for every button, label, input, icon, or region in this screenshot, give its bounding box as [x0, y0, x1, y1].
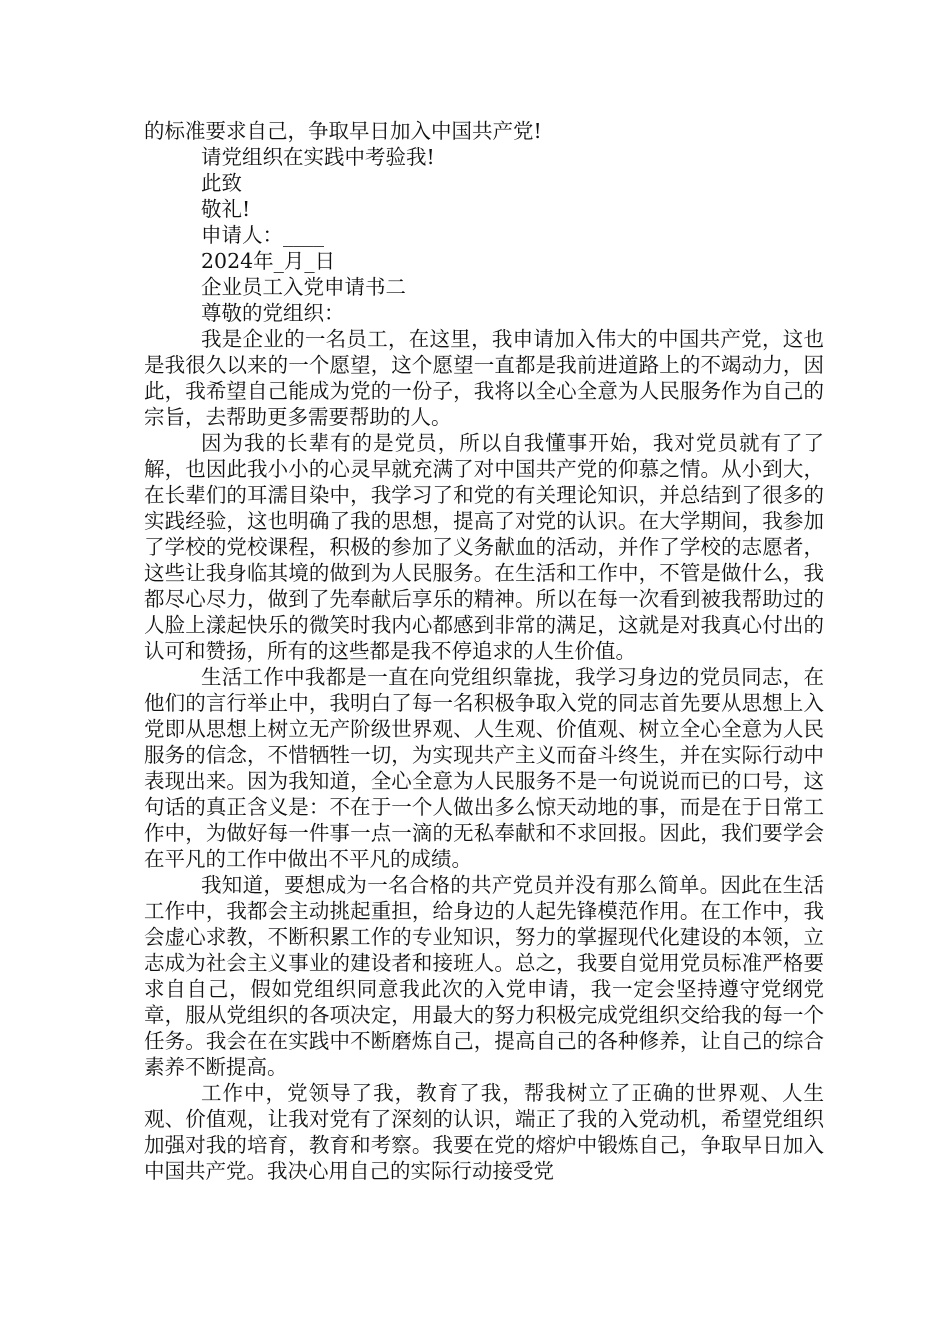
section-title: 企业员工入党申请书二	[201, 275, 406, 299]
date-line: 2024年_月_日	[201, 249, 336, 273]
body-paragraph-3: 生活工作中我都是一直在向党组织靠拢，我学习身边的党员同志，在他们的言行举止中，我明白了每一名积极争取入党的同志首先要从思想上入党即从思想上树立无产阶级世界观、人生观、价值观、树立全心全意为人民服务的信念，不惜牺牲一切，为实现共产主义而奋斗终生，并在实际行动中表现出来。因为我知道，全心全意为人民服务不是一句说说而已的口号，这句话的真正含义是：不在于一个人做出多么惊天动地的事，而是在于日常工作中，为做好每一件事一点一滴的无私奉献和不求回报。因此，我们要学会在平凡的工作中做出不平凡的成绩。	[144, 665, 824, 871]
request-line: 请党组织在实践中考验我!	[201, 145, 435, 169]
body-paragraph-5: 工作中，党领导了我，教育了我，帮我树立了正确的世界观、人生观、价值观，让我对党有了深刻的认识，端正了我的入党动机，希望党组织加强对我的培育，教育和考察。我要在党的熔炉中锻炼自己，争取早日加入中国共产党。我决心用自己的实际行动接受党	[144, 1081, 824, 1183]
body-paragraph-2: 因为我的长辈有的是党员，所以自我懂事开始，我对党员就有了了解，也因此我小小的心灵早就充满了对中国共产党的仰慕之情。从小到大，在长辈们的耳濡目染中，我学习了和党的有关理论知识，并总结到了很多的实践经验，这也明确了我的思想，提高了对党的认识。在大学期间，我参加了学校的党校课程，积极的参加了义务献血的活动，并作了学校的志愿者，这些让我身临其境的做到为人民服务。在生活和工作中，不管是做什么，我都尽心尽力，做到了先奉献后享乐的精神。所以在每一次看到被我帮助过的人脸上漾起快乐的微笑时我内心都感到非常的满足，这就是对我真心付出的认可和赞扬，所有的这些都是我不停追求的人生价值。	[144, 431, 824, 663]
applicant-line: 申请人：____	[201, 223, 324, 247]
body-paragraph-4: 我知道，要想成为一名合格的共产党员并没有那么简单。因此在生活工作中，我都会主动挑起重担，给身边的人起先锋模范作用。在工作中，我会虚心求教，不断积累工作的专业知识，努力的掌握现代化建设的本领，立志成为社会主义事业的建设者和接班人。总之，我要自觉用党员标准严格要求自自己，假如党组织同意我此次的入党申请，我一定会坚持遵守党纲党章，服从党组织的各项决定，用最大的努力积极完成党组织交给我的每一个任务。我会在在实践中不断磨炼自己，提高自己的各种修养，让自己的综合素养不断提高。	[144, 873, 824, 1079]
continuation-line: 的标准要求自己，争取早日加入中国共产党!	[144, 119, 542, 143]
salutation: 尊敬的党组织：	[201, 301, 345, 325]
closing-line-2: 敬礼!	[201, 197, 251, 221]
body-paragraph-1: 我是企业的一名员工，在这里，我申请加入伟大的中国共产党，这也是我很久以来的一个愿望，这个愿望一直都是我前进道路上的不竭动力，因此，我希望自己能成为党的一份子，我将以全心全意为人民服务作为自己的宗旨，去帮助更多需要帮助的人。	[144, 327, 824, 429]
document-page	[144, 118, 824, 1184]
closing-line-1: 此致	[201, 171, 242, 195]
